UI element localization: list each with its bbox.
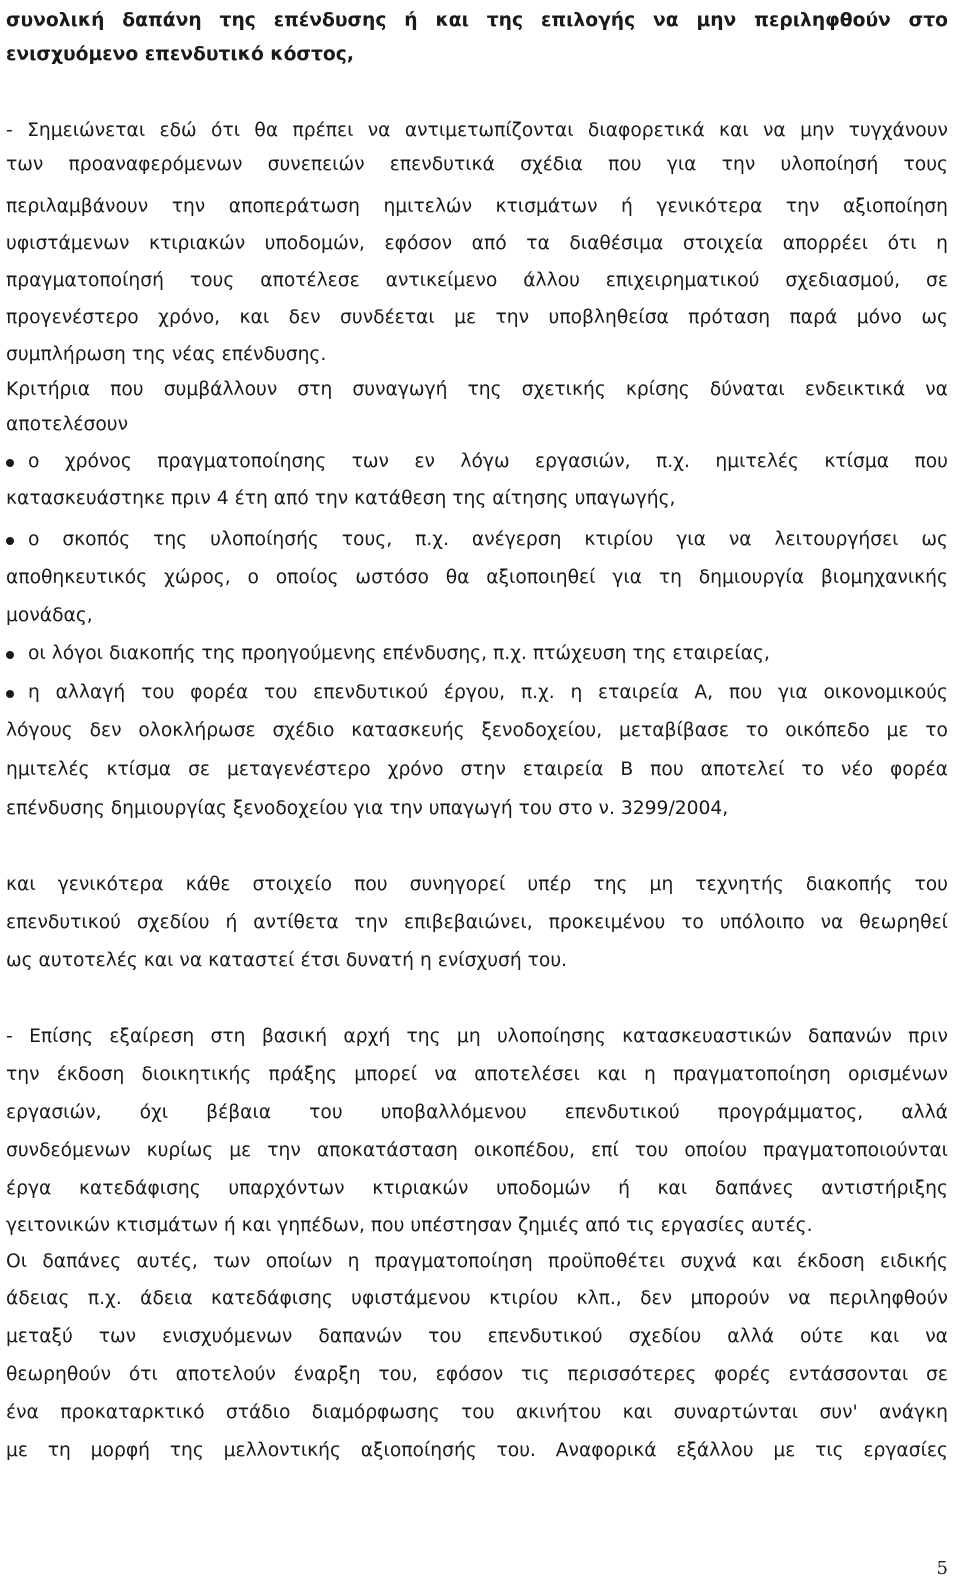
text-line: συνολική δαπάνη της επένδυσης ή και της επιλογής να μην περιληφθούν στο (6, 10, 948, 31)
bullet-icon (6, 651, 14, 659)
text-line: - Επίσης εξαίρεση στη βασική αρχή της μη υλοποίησης κατασκευαστικών δαπανών πριν (6, 1026, 948, 1047)
text-line: με τη μορφή της μελλοντικής αξιοποίησής του. Αναφορικά εξάλλου με τις εργασίες (6, 1440, 948, 1461)
text-line: συνδεόμενων κυρίως με την αποκατάσταση οικοπέδου, επί του οποίου πραγματοποιούνται (6, 1140, 948, 1161)
text-line: των προαναφερόμενων συνεπειών επενδυτικά σχέδια που για την υλοποίησή τους (6, 154, 948, 175)
text-line: θεωρηθούν ότι αποτελούν έναρξη του, εφόσον τις περισσότερες φορές εντάσσονται σε (6, 1364, 948, 1385)
text-line: ενισχυόμενο επενδυτικό κόστος, (6, 44, 354, 65)
page-number: 5 (936, 1558, 948, 1579)
text-line: εργασιών, όχι βέβαια του υποβαλλόμενου επενδυτικού προγράμματος, αλλά (6, 1102, 948, 1123)
bullet-icon (6, 537, 14, 545)
text-line: ημιτελές κτίσμα σε μεταγενέστερο χρόνο στην εταιρεία Β που αποτελεί το νέο φορέα (6, 759, 948, 780)
text-line: ο σκοπός της υλοποίησής τους, π.χ. ανέγερση κτιρίου για να λειτουργήσει ως (28, 529, 948, 550)
text-line: άδειας π.χ. άδεια κατεδάφισης υφιστάμενου κτιρίου κλπ., δεν μπορούν να περιληφθούν (6, 1288, 948, 1309)
bullet-icon (6, 459, 14, 467)
text-line: μεταξύ των ενισχυόμενων δαπανών του επενδυτικού σχεδίου αλλά ούτε και να (6, 1326, 948, 1347)
text-line: και γενικότερα κάθε στοιχείο που συνηγορεί υπέρ της μη τεχνητής διακοπής του (6, 874, 948, 895)
text-line: γειτονικών κτισμάτων ή και γηπέδων, που υπέστησαν ζημιές από τις εργασίες αυτές. (6, 1215, 813, 1236)
text-line: πραγματοποίησή τους αποτέλεσε αντικείμενο άλλου επιχειρηματικού σχεδιασμού, σε (6, 270, 948, 291)
bullet-icon (6, 690, 14, 698)
text-line: έργα κατεδάφισης υπαρχόντων κτιριακών υποδομών ή και δαπάνες αντιστήριξης (6, 1178, 948, 1199)
text-line: αποθηκευτικός χώρος, ο οποίος ωστόσο θα αξιοποιηθεί για τη δημιουργία βιομηχανικής (6, 567, 948, 588)
text-line: αποτελέσουν (6, 414, 129, 435)
text-line: συμπλήρωση της νέας επένδυσης. (6, 344, 327, 365)
text-line: μονάδας, (6, 605, 93, 626)
text-line: επενδυτικού σχεδίου ή αντίθετα την επιβεβαιώνει, προκειμένου το υπόλοιπο να θεωρηθεί (6, 912, 948, 933)
text-line: περιλαμβάνουν την αποπεράτωση ημιτελών κτισμάτων ή γενικότερα την αξιοποίηση (6, 196, 948, 217)
text-line: Οι δαπάνες αυτές, των οποίων η πραγματοποίηση προϋποθέτει συχνά και έκδοση ειδικής (6, 1251, 948, 1272)
text-line: την έκδοση διοικητικής πράξης μπορεί να αποτελέσει και η πραγματοποίηση ορισμένων (6, 1064, 948, 1085)
text-line: κατασκευάστηκε πριν 4 έτη από την κατάθεση της αίτησης υπαγωγής, (6, 488, 676, 509)
text-line: ως αυτοτελές και να καταστεί έτσι δυνατή η ενίσχυσή του. (6, 950, 568, 971)
text-line: η αλλαγή του φορέα του επενδυτικού έργου, π.χ. η εταιρεία Α, που για οικονομικούς (28, 682, 948, 703)
text-line: οι λόγοι διακοπής της προηγούμενης επένδυσης, π.χ. πτώχευση της εταιρείας, (28, 643, 770, 664)
text-line: Κριτήρια που συμβάλλουν στη συναγωγή της σχετικής κρίσης δύναται ενδεικτικά να (6, 379, 948, 400)
text-line: ο χρόνος πραγματοποίησης των εν λόγω εργασιών, π.χ. ημιτελές κτίσμα που (28, 451, 948, 472)
text-line: - Σημειώνεται εδώ ότι θα πρέπει να αντιμετωπίζονται διαφορετικά και να μην τυγχάνουν (6, 120, 948, 141)
text-line: λόγους δεν ολοκλήρωσε σχέδιο κατασκευής ξενοδοχείου, μεταβίβασε το οικόπεδο με το (6, 720, 948, 741)
text-line: ένα προκαταρκτικό στάδιο διαμόρφωσης του ακινήτου και συναρτώνται συν' ανάγκη (6, 1402, 948, 1423)
text-line: υφιστάμενων κτιριακών υποδομών, εφόσον από τα διαθέσιμα στοιχεία απορρέει ότι η (6, 233, 948, 254)
text-line: επένδυσης δημιουργίας ξενοδοχείου για την υπαγωγή του στο ν. 3299/2004, (6, 798, 729, 819)
text-line: προγενέστερο χρόνο, και δεν συνδέεται με την υποβληθείσα πρόταση παρά μόνο ως (6, 307, 948, 328)
